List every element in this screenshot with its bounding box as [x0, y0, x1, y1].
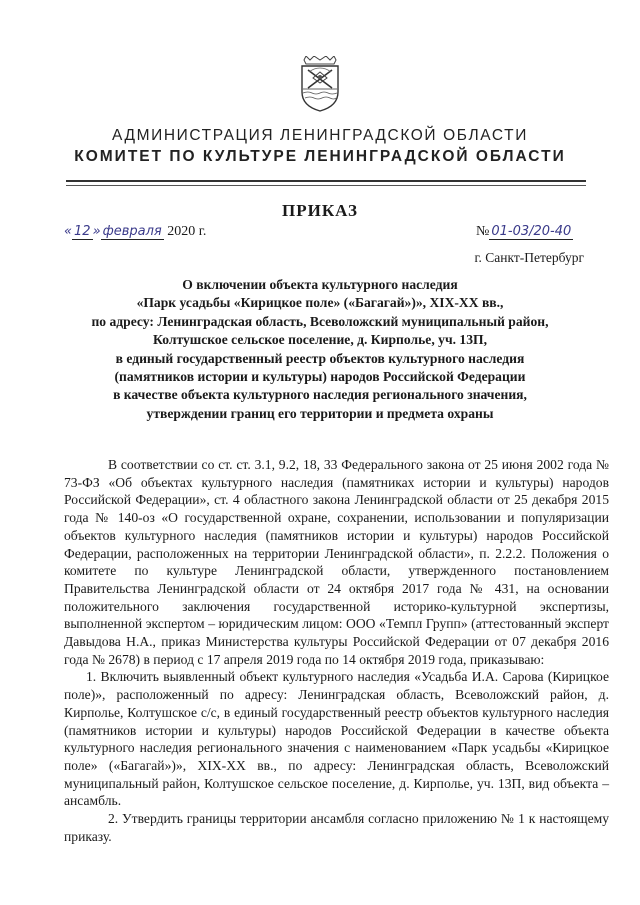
date-month: февраля: [102, 224, 162, 239]
date-open-quote: «: [64, 224, 73, 239]
order-item-2: 2. Утвердить границы территории ансамбля согласно приложению № 1 к настоящему приказу.: [64, 811, 609, 844]
date-close-quote: »: [92, 224, 101, 239]
committee-name: КОМИТЕТ ПО КУЛЬТУРЕ ЛЕНИНГРАДСКОЙ ОБЛАСТИ: [74, 148, 566, 165]
title-line: (памятников истории и культуры) народов Российской Федерации: [114, 369, 526, 385]
date-year: 2020 г.: [167, 224, 207, 239]
header-divider-thin: [66, 185, 586, 186]
organization-name: АДМИНИСТРАЦИЯ ЛЕНИНГРАДСКОЙ ОБЛАСТИ: [112, 127, 528, 144]
date-day: 12: [74, 224, 91, 239]
document-number: [476, 224, 573, 240]
document-type: ПРИКАЗ: [282, 201, 358, 220]
preamble-paragraph: В соответствии со ст. ст. 3.1, 9.2, 18, 33 Федерального закона от 25 июня 2002 года № 73-ФЗ «Об объектах культурного наследия (памятниках истории и культуры) народов Российской Федерации», ст. 4 областного закона Ленинградской области от 25 декабря 2015 года № 140-оз «О государственной охране, сохранении, использовании и популяризации объектов культурного наследия (памятников истории и культуры) народов Российской Федерации, расположенных на территории Ленинградской области», п. 2.2.2. Положения о комитете по культуре Ленинградской области, утвержденного постановлением Правительства Ленинградской области от 24 октября 2017 года № 431, на основании положительного заключения государственной историко-культурной экспертизы, выполненной экспертом – юридическим лицом: ООО «Темпл Групп» (аттестованный эксперт Давыдова Н.А., приказ Министерства культуры Российской Федерации от 07 декабря 2016 года № 2678) в период с 17 апреля 2019 года по 14 октября 2019 года, приказываю:: [64, 457, 609, 667]
title-line: О включении объекта культурного наследия: [182, 277, 458, 292]
title-line: по адресу: Ленинградская область, Всеволожский муниципальный район,: [91, 313, 549, 329]
order-item-1: 1. Включить выявленный объект культурного наследия «Усадьба И.А. Сарова (Кирицкое поле)», расположенный по адресу: Ленинградская область, Всеволожский район, д. Кирполье, Колтушское с/с, в единый государственный реестр объектов культурного наследия (памятников истории и культуры) народов Российской Федерации в качестве объекта культурного наследия регионального значения с наименованием «Парк усадьбы «Кирицкое поле» («Багагай»)», XIX-XX вв., по адресу: Ленинградская область, Всеволожский муниципальный район, Колтушское сельское поселение, д. Кирполье, уч. 13П, вид объекта – ансамбль.: [64, 669, 609, 809]
document-title: [80, 276, 560, 423]
header-divider-thick: [66, 180, 586, 182]
document-city: г. Санкт-Петербург: [474, 250, 584, 265]
number-prefix: №: [476, 224, 490, 239]
document-body: [64, 456, 609, 845]
title-line: в качестве объекта культурного наследия регионального значения,: [113, 387, 527, 403]
title-line: «Парк усадьбы «Кирицкое поле» («Багагай»)», XIX-XX вв.,: [136, 295, 504, 311]
title-line: в единый государственный реестр объектов культурного наследия: [115, 350, 525, 366]
number-value: 01-03/20-40: [491, 224, 572, 239]
document-date: [64, 224, 206, 240]
coat-of-arms-icon: [298, 56, 342, 112]
title-line: утверждении границ его территории и предмета охраны: [146, 405, 494, 421]
title-line: Колтушское сельское поселение, д. Кирполье, уч. 13П,: [153, 332, 487, 348]
